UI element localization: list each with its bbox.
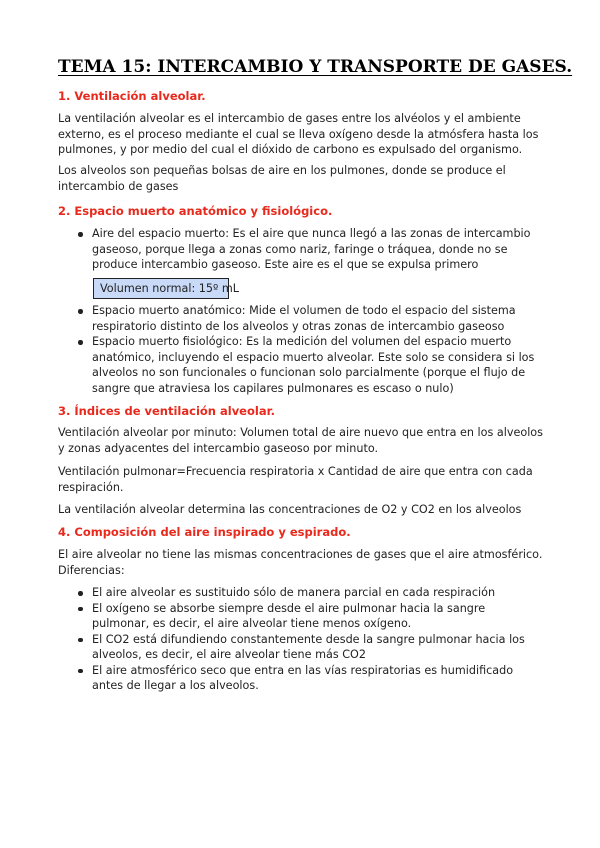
list-item: Espacio muerto anatómico: Mide el volumen de todo el espacio del sistema respiratorio distinto de los alveolos y otras zonas de intercambio gaseoso [58, 303, 544, 334]
section-2-heading: 2. Espacio muerto anatómico y fisiológico. [58, 204, 333, 218]
page-title: TEMA 15: INTERCAMBIO Y TRANSPORTE DE GASES. [58, 57, 573, 77]
list-item: El CO2 está difundiendo constantemente desde la sangre pulmonar hacia los alveolos, es decir, el aire alveolar tiene más CO2 [58, 632, 544, 663]
section-1-paragraph-1: La ventilación alveolar es el intercambio de gases entre los alvéolos y el ambiente externo, es el proceso mediante el cual se lleva oxígeno desde la atmósfera hasta los pulmones, y por medio del cual el dióxido de carbono es expulsado del organismo. [58, 112, 539, 156]
section-4-list [58, 585, 544, 694]
section-3-paragraph-3: La ventilación alveolar determina las concentraciones de O2 y CO2 en los alveolos [58, 503, 522, 516]
section-2-list-b [58, 303, 544, 396]
volume-highlight-box: Volumen normal: 15º mL [93, 278, 229, 299]
list-item: El aire atmosférico seco que entra en las vías respiratorias es humidificado antes de llegar a los alveolos. [58, 663, 544, 694]
section-1-paragraph-2: Los alveolos son pequeñas bolsas de aire en los pulmones, donde se produce el intercambio de gases [58, 164, 506, 193]
section-3-heading: 3. Índices de ventilación alveolar. [58, 404, 275, 418]
list-item: El aire alveolar es sustituido sólo de manera parcial en cada respiración [58, 585, 544, 601]
section-3-paragraph-2: Ventilación pulmonar=Frecuencia respiratoria x Cantidad de aire que entra con cada respiración. [58, 465, 533, 494]
list-item: El oxígeno se absorbe siempre desde el aire pulmonar hacia la sangre pulmonar, es decir, el aire alveolar tiene menos oxígeno. [58, 601, 544, 632]
section-3-paragraph-1: Ventilación alveolar por minuto: Volumen total de aire nuevo que entra en los alveolos y zonas adyacentes del intercambio gaseoso por minuto. [58, 426, 543, 455]
section-1-heading: 1. Ventilación alveolar. [58, 89, 206, 103]
section-2-list-a [58, 226, 544, 273]
section-4-heading: 4. Composición del aire inspirado y espirado. [58, 525, 351, 539]
list-item: Espacio muerto fisiológico: Es la medición del volumen del espacio muerto anatómico, incluyendo el espacio muerto alveolar. Este solo se considera si los alveolos no son funcionales o funcionan solo parcialmente (porque el flujo de sangre que atraviesa los capilares pulmonares es escaso o nulo) [58, 334, 544, 396]
section-4-paragraph-1: El aire alveolar no tiene las mismas concentraciones de gases que el aire atmosférico. Diferencias: [58, 548, 543, 577]
list-item: Aire del espacio muerto: Es el aire que nunca llegó a las zonas de intercambio gaseoso, porque llega a zonas como nariz, faringe o tráquea, donde no se produce intercambio gaseoso. Este aire es el que se expulsa primero [58, 226, 544, 273]
